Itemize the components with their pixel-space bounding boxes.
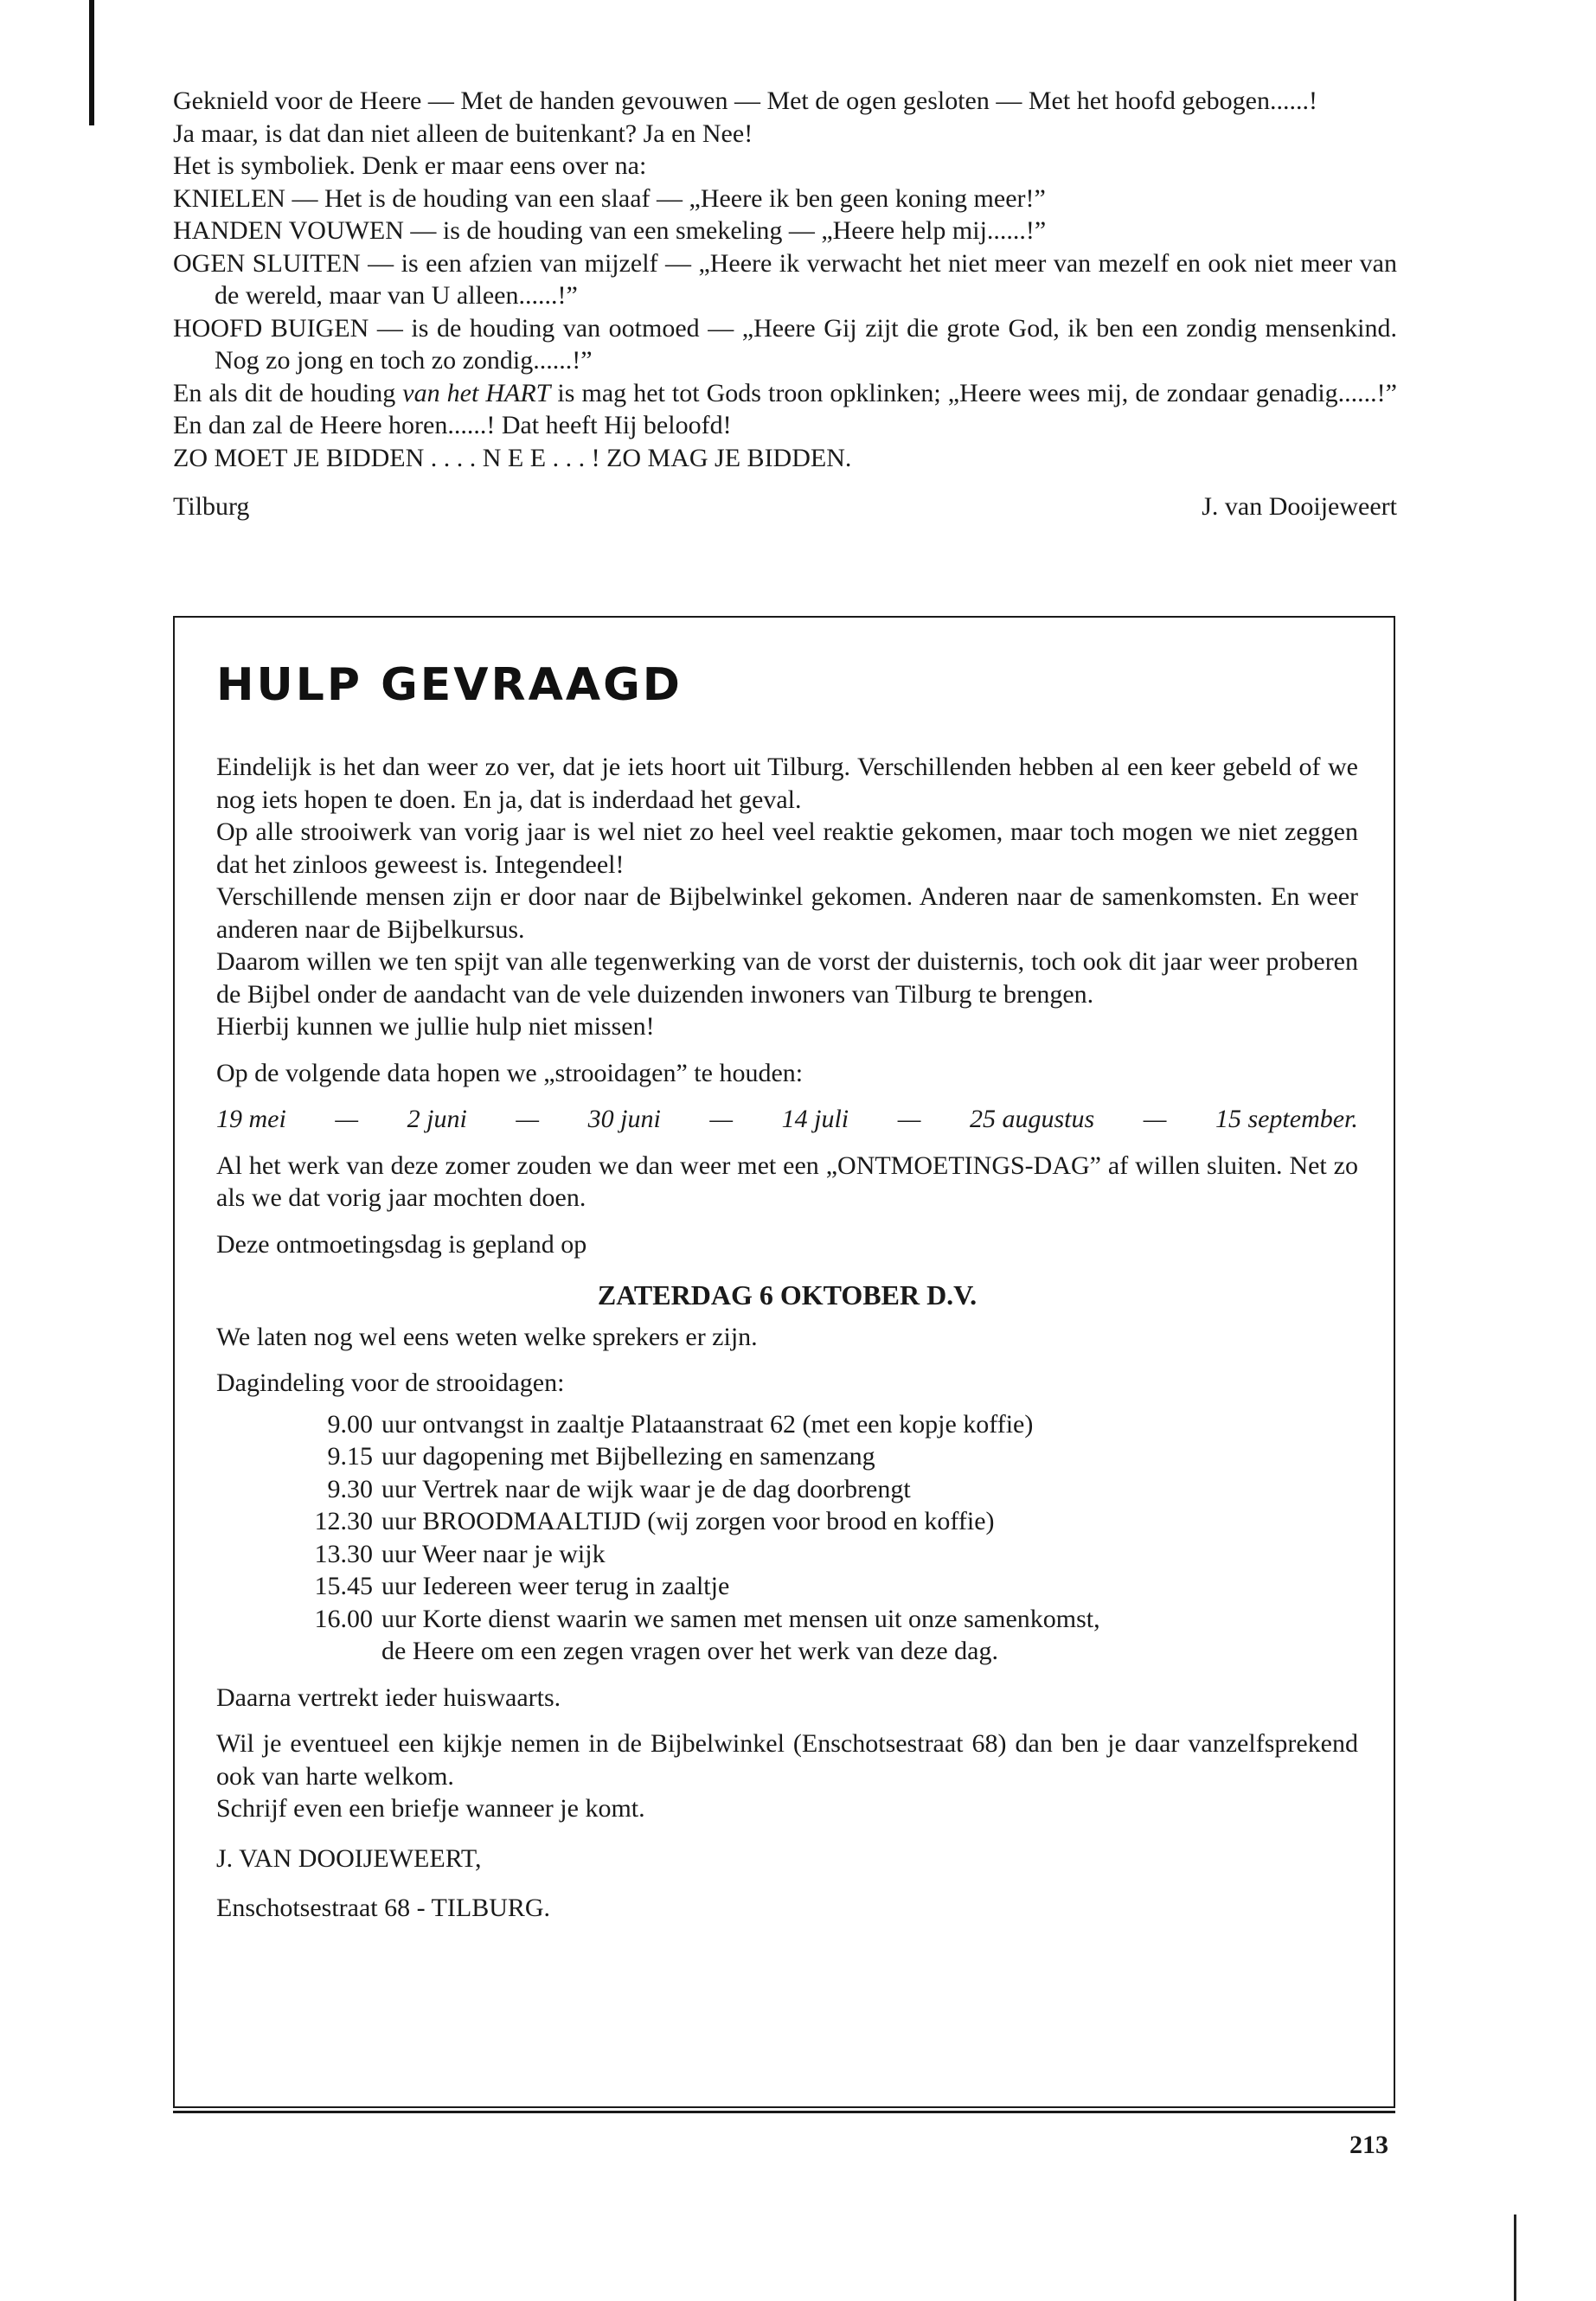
schedule-time: 12.30 xyxy=(314,1507,373,1535)
paragraph: Daarom willen we ten spijt van alle tegenwerking van de vorst der duisternis, toch ook dit jaar weer proberen de Bijbel onder de aandacht van de vele duizenden inwoners van Tilburg te brengen. xyxy=(216,947,1358,1009)
schedule-text: uur dagopening met Bijbellezing en samenzang xyxy=(381,1442,875,1471)
paragraph: Daarna vertrekt ieder huiswaarts. xyxy=(216,1682,561,1712)
schedule-row xyxy=(299,1473,1358,1506)
date-item: 2 juni xyxy=(407,1105,467,1133)
schedule-row xyxy=(299,1440,1358,1473)
paragraph: KNIELEN — Het is de houding van een slaaf — „Heere ik ben geen koning meer!” xyxy=(173,183,1046,213)
date-separator: — xyxy=(335,1105,359,1133)
text-run: En als dit de houding xyxy=(173,378,403,407)
page-number: 213 xyxy=(1349,2131,1388,2159)
text-run: is mag het tot Gods troon opklinken; „Heere wees mij, de zondaar genadig......!” En dan zal de Heere horen......! Dat heeft Hij beloofd! xyxy=(173,378,1397,439)
paragraph: Geknield voor de Heere — Met de handen gevouwen — Met de ogen gesloten — Met het hoofd gebogen......! xyxy=(173,87,1317,115)
schedule-time: 9.00 xyxy=(327,1409,373,1439)
paragraph: HANDEN VOUWEN — is de houding van een smekeling — „Heere help mij......!” xyxy=(173,216,1047,245)
paragraph: We laten nog wel eens weten welke sprekers er zijn. xyxy=(216,1322,758,1351)
event-date: ZATERDAG 6 OKTOBER D.V. xyxy=(597,1279,977,1311)
date-item: 14 juli xyxy=(781,1105,849,1133)
author: J. van Dooijeweert xyxy=(1202,492,1397,521)
schedule-time: 13.30 xyxy=(314,1539,373,1568)
scan-edge-bar xyxy=(89,0,94,125)
paragraph: Dagindeling voor de strooidagen: xyxy=(216,1368,565,1397)
schedule-time: 9.30 xyxy=(327,1474,373,1503)
date-separator: — xyxy=(709,1105,734,1133)
scan-edge-line xyxy=(1514,2214,1516,2301)
signature-address: Enschotsestraat 68 - TILBURG. xyxy=(216,1894,551,1922)
schedule-text: de Heere om een zegen vragen over het werk van deze dag. xyxy=(381,1637,998,1665)
date-list xyxy=(216,1103,1358,1136)
paragraph: ZO MOET JE BIDDEN . . . . N E E . . . ! ZO MAG JE BIDDEN. xyxy=(173,443,852,472)
paragraph: Hierbij kunnen we jullie hulp niet missen! xyxy=(216,1012,655,1041)
emphasis: van het HART xyxy=(402,378,551,407)
paragraph: OGEN SLUITEN — is een afzien van mijzelf — „Heere ik verwacht het niet meer van mezelf en ook niet meer van de wereld, maar van U alleen......!” xyxy=(173,248,1397,310)
date-item: 25 augustus xyxy=(969,1105,1095,1133)
schedule-text: uur Korte dienst waarin we samen met mensen uit onze samenkomst, xyxy=(381,1604,1100,1633)
paragraph: Schrijf even een briefje wanneer je komt. xyxy=(216,1794,645,1823)
date-separator: — xyxy=(897,1105,921,1133)
schedule-text: uur Vertrek naar de wijk waar je de dag doorbrengt xyxy=(381,1474,911,1503)
paragraph: Het is symboliek. Denk er maar eens over na: xyxy=(173,151,647,180)
schedule-row-continued xyxy=(299,1635,1358,1668)
paragraph: Eindelijk is het dan weer zo ver, dat je iets hoort uit Tilburg. Verschillenden hebben al een keer gebeld of we nog iets hopen te doen. En ja, dat is inderdaad het geval. xyxy=(216,753,1358,814)
schedule-time: 16.00 xyxy=(314,1604,373,1633)
prayer-section xyxy=(173,85,1397,523)
paragraph xyxy=(173,377,1397,442)
date-item: 15 september. xyxy=(1215,1105,1358,1133)
box-bottom-rule xyxy=(173,2111,1395,2113)
paragraph: Op alle strooiwerk van vorig jaar is wel niet zo heel veel reaktie gekomen, maar toch mogen we niet zeggen dat het zinloos geweest is. Integendeel! xyxy=(216,817,1358,879)
schedule xyxy=(299,1408,1358,1668)
box-content xyxy=(216,661,1358,1925)
schedule-text: uur ontvangst in zaaltje Plataanstraat 62 (met een kopje koffie) xyxy=(381,1409,1034,1439)
schedule-row xyxy=(299,1408,1358,1441)
schedule-text: uur Iedereen weer terug in zaaltje xyxy=(381,1572,730,1600)
paragraph: Wil je eventueel een kijkje nemen in de Bijbelwinkel (Enschotsestraat 68) dan ben je daar vanzelfsprekend ook van harte welkom. xyxy=(216,1729,1358,1791)
schedule-text: uur Weer naar je wijk xyxy=(381,1539,606,1568)
schedule-row xyxy=(299,1538,1358,1571)
date-separator: — xyxy=(1143,1105,1167,1133)
box-heading: HULP GEVRAAGD xyxy=(216,659,683,711)
date-item: 30 juni xyxy=(587,1105,661,1133)
schedule-time: 9.15 xyxy=(327,1442,373,1471)
help-wanted-box xyxy=(173,616,1395,2108)
schedule-row xyxy=(299,1570,1358,1603)
paragraph: Op de volgende data hopen we „strooidagen” te houden: xyxy=(216,1058,804,1087)
paragraph: HOOFD BUIGEN — is de houding van ootmoed — „Heere Gij zijt die grote God, ik ben een zondig mensenkind. Nog zo jong en toch zo zondig......!” xyxy=(173,313,1397,375)
paragraph: Verschillende mensen zijn er door naar de Bijbelwinkel gekomen. Anderen naar de samenkomsten. En weer anderen naar de Bijbelkursus. xyxy=(216,882,1358,944)
paragraph: Al het werk van deze zomer zouden we dan weer met een „ONTMOETINGS-DAG” af willen sluiten. Net zo als we dat vorig jaar mochten doen. xyxy=(216,1150,1358,1212)
schedule-text: uur BROODMAALTIJD (wij zorgen voor brood en koffie) xyxy=(381,1507,995,1535)
schedule-row xyxy=(299,1603,1358,1636)
schedule-time: 15.45 xyxy=(314,1572,373,1600)
paragraph: Deze ontmoetingsdag is gepland op xyxy=(216,1229,587,1259)
date-item: 19 mei xyxy=(216,1105,286,1133)
place: Tilburg xyxy=(173,492,250,521)
signature-name: J. VAN DOOIJEWEERT, xyxy=(216,1843,482,1873)
paragraph: Ja maar, is dat dan niet alleen de buitenkant? Ja en Nee! xyxy=(173,119,753,148)
signature-line xyxy=(173,490,1397,523)
schedule-row xyxy=(299,1505,1358,1538)
date-separator: — xyxy=(516,1105,540,1133)
